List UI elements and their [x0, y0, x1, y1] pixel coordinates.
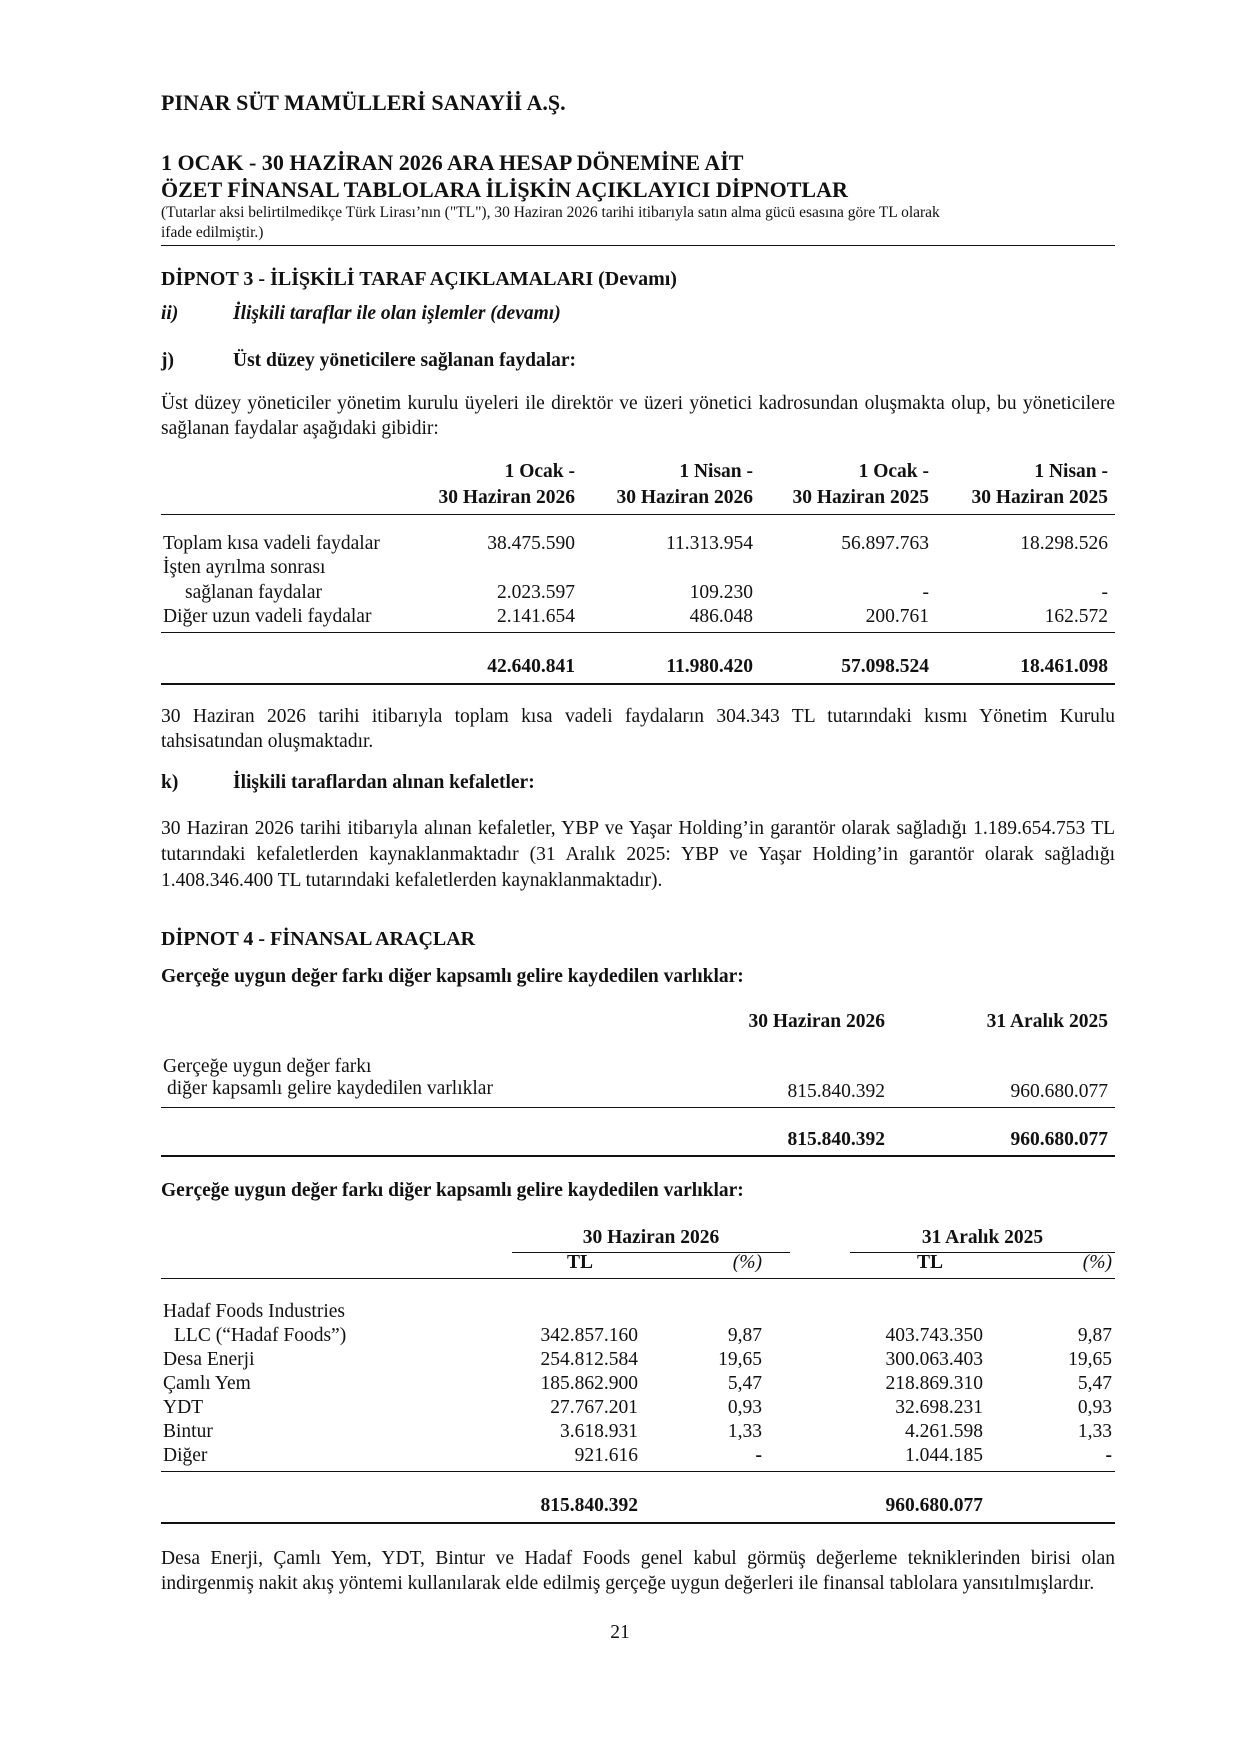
table-subtotal-rule	[161, 632, 1115, 633]
row-label-short-term: Toplam kısa vadeli faydalar	[163, 533, 380, 554]
table-cell: 1,33	[727, 1421, 762, 1442]
table1-heading: Gerçeğe uygun değer farkı diğer kapsamlı gelire kaydedilen varlıklar:	[161, 966, 744, 987]
fvoci-col2-header: 31 Aralık 2025	[986, 1011, 1108, 1032]
company-name: PINAR SÜT MAMÜLLERİ SANAYİİ A.Ş.	[161, 90, 566, 115]
sub-k-title: İlişkili taraflardan alınan kefaletler:	[233, 772, 535, 793]
table-cell: -	[755, 1445, 762, 1466]
table-cell: 0,93	[1077, 1397, 1112, 1418]
row-label-hadaf-line2: LLC (“Hadaf Foods”)	[174, 1325, 347, 1346]
table-cell: 921.616	[574, 1445, 638, 1466]
closing-paragraph: Desa Enerji, Çamlı Yem, YDT, Bintur ve Hadaf Foods genel kabul görmüş değerleme tekniklerinden birisi olan indirgenmiş nakit akış yöntemi kullanılarak elde edilmiş gerçeğe uygun değerleri ile finansal tablolara yansıtılmışlardır.	[161, 1548, 1115, 1594]
report-title-line1: 1 OCAK - 30 HAZİRAN 2026 ARA HESAP DÖNEMİNE AİT	[161, 150, 744, 175]
table-cell: 218.869.310	[885, 1373, 983, 1394]
group2-header: 31 Aralık 2025	[921, 1227, 1044, 1248]
table-cell: 4.261.598	[905, 1421, 983, 1442]
table2-heading: Gerçeğe uygun değer farkı diğer kapsamlı gelire kaydedilen varlıklar:	[161, 1180, 744, 1201]
fvoci-total-rule	[161, 1155, 1115, 1157]
col3-header-line2: 30 Haziran 2025	[792, 487, 929, 508]
table-cell: 200.761	[865, 606, 929, 627]
total-cell: 815.840.392	[787, 1129, 885, 1150]
table-cell: 1,33	[1077, 1421, 1112, 1442]
sub-ii-title: İlişkili taraflar ile olan işlemler (devamı)	[233, 303, 561, 324]
table-cell: 19,65	[1068, 1349, 1112, 1370]
col2-header-line2: 30 Haziran 2026	[616, 487, 753, 508]
table-cell: 0,93	[727, 1397, 762, 1418]
col4-header-line2: 30 Haziran 2025	[971, 487, 1108, 508]
group1-header: 30 Haziran 2026	[582, 1227, 720, 1248]
fvoci-col1-header: 30 Haziran 2026	[748, 1011, 885, 1032]
row-label-camli: Çamlı Yem	[163, 1373, 251, 1394]
table-cell: -	[1105, 1445, 1112, 1466]
table-cell: 9,87	[1077, 1325, 1112, 1346]
total-cell: 18.461.098	[1020, 656, 1108, 677]
table-cell: 162.572	[1044, 606, 1108, 627]
total-cell: 11.980.420	[666, 656, 753, 677]
total-cell: 42.640.841	[487, 656, 575, 677]
table-cell: 2.023.597	[497, 582, 575, 603]
table-cell: 9,87	[727, 1325, 762, 1346]
col3-header-line1: 1 Ocak -	[858, 461, 929, 482]
currency-note-line1: (Tutarlar aksi belirtilmedikçe Türk Lirası’nın ("TL"), 30 Haziran 2026 tarihi itibarıyla satın alma gücü esasına göre TL olarak	[161, 204, 940, 221]
row-label-diger: Diğer	[163, 1445, 208, 1466]
row-label-hadaf: Hadaf Foods Industries	[163, 1301, 345, 1322]
table-cell: 2.141.654	[497, 606, 575, 627]
table-cell: 960.680.077	[1010, 1081, 1108, 1102]
table-cell: 19,65	[718, 1349, 762, 1370]
k-paragraph: 30 Haziran 2026 tarihi itibarıyla alınan kefaletler, YBP ve Yaşar Holding’in garantör olarak sağladığı 1.189.654.753 TL tutarındaki kefaletlerden kaynaklanmaktadır (31 Aralık 2025: YBP ve Yaşar Holding’in garantör olarak sağladığı 1.408.346.400 TL tutarındaki kefaletlerden kaynaklanmaktadır).	[161, 818, 1115, 891]
row-label-ydt: YDT	[163, 1397, 204, 1418]
table-cell: -	[922, 582, 929, 603]
sub-header-pct-1: (%)	[732, 1252, 762, 1273]
table-cell: 5,47	[727, 1373, 762, 1394]
table-cell: 185.862.900	[540, 1373, 638, 1394]
fvoci-row-label-line2: diğer kapsamlı gelire kaydedilen varlıklar	[167, 1078, 493, 1099]
sub-j-marker: j)	[161, 350, 174, 371]
page-number: 21	[610, 1622, 630, 1643]
total-cell: 960.680.077	[885, 1495, 983, 1516]
table-cell: 403.743.350	[885, 1325, 983, 1346]
total-cell: 57.098.524	[841, 656, 929, 677]
fvoci-row-label-line1: Gerçeğe uygun değer farkı	[163, 1056, 372, 1077]
row-label-desa: Desa Enerji	[163, 1349, 255, 1370]
header-rule	[161, 245, 1115, 246]
col1-header-line1: 1 Ocak -	[504, 461, 575, 482]
sub-ii-marker: ii)	[161, 303, 179, 324]
row-label-long-term: Diğer uzun vadeli faydalar	[163, 606, 372, 627]
total-cell: 960.680.077	[1010, 1129, 1108, 1150]
table-cell: 32.698.231	[895, 1397, 983, 1418]
fvoci-subtotal-rule	[161, 1107, 1115, 1108]
note4-title: DİPNOT 4 - FİNANSAL ARAÇLAR	[161, 928, 476, 950]
col2-header-line1: 1 Nisan -	[679, 461, 753, 482]
table-cell: 56.897.763	[841, 533, 929, 554]
table-cell: 342.857.160	[540, 1325, 638, 1346]
table-cell: 300.063.403	[885, 1349, 983, 1370]
row-label-post-employment: İşten ayrılma sonrası	[163, 557, 326, 578]
table-header-rule	[161, 514, 1115, 515]
row-label-post-employment-line2: sağlanan faydalar	[185, 582, 322, 603]
table-cell: 11.313.954	[665, 533, 753, 554]
sub-k-marker: k)	[161, 772, 179, 793]
breakdown-header-rule	[161, 1278, 1115, 1279]
currency-note-line2: ifade edilmiştir.)	[161, 224, 264, 241]
report-title-line2: ÖZET FİNANSAL TABLOLARA İLİŞKİN AÇIKLAYICI DİPNOTLAR	[161, 177, 848, 202]
table-cell: 3.618.931	[560, 1421, 638, 1442]
table-cell: 486.048	[689, 606, 753, 627]
breakdown-subtotal-rule	[161, 1471, 1115, 1472]
sub-header-tl-2: TL	[916, 1252, 943, 1273]
col1-header-line2: 30 Haziran 2026	[438, 487, 575, 508]
sub-header-pct-2: (%)	[1082, 1252, 1112, 1273]
sub-header-tl-1: TL	[566, 1252, 593, 1273]
breakdown-total-rule	[161, 1522, 1115, 1524]
row-label-bintur: Bintur	[163, 1421, 213, 1442]
table-cell: -	[1101, 582, 1108, 603]
table-cell: 27.767.201	[550, 1397, 638, 1418]
table-cell: 38.475.590	[487, 533, 575, 554]
j-intro-paragraph: Üst düzey yöneticiler yönetim kurulu üyeleri ile direktör ve üzeri yönetici kadrosundan oluşmakta olup, bu yöneticilere sağlanan faydalar aşağıdaki gibidir:	[161, 393, 1115, 439]
table-cell: 815.840.392	[787, 1081, 885, 1102]
table-cell: 18.298.526	[1020, 533, 1108, 554]
table-cell: 5,47	[1077, 1373, 1112, 1394]
note3-title: DİPNOT 3 - İLİŞKİLİ TARAF AÇIKLAMALARI (Devamı)	[161, 268, 677, 290]
col4-header-line1: 1 Nisan -	[1034, 461, 1108, 482]
total-cell: 815.840.392	[540, 1495, 638, 1516]
table-cell: 1.044.185	[905, 1445, 983, 1466]
table-cell: 254.812.584	[540, 1349, 638, 1370]
table-cell: 109.230	[689, 582, 753, 603]
sub-j-title: Üst düzey yöneticilere sağlanan faydalar:	[233, 350, 577, 371]
after-table-paragraph: 30 Haziran 2026 tarihi itibarıyla toplam kısa vadeli faydaların 304.343 TL tutarındaki kısmı Yönetim Kurulu tahsisatından oluşmaktadır.	[161, 706, 1115, 752]
table-total-rule	[161, 683, 1115, 685]
